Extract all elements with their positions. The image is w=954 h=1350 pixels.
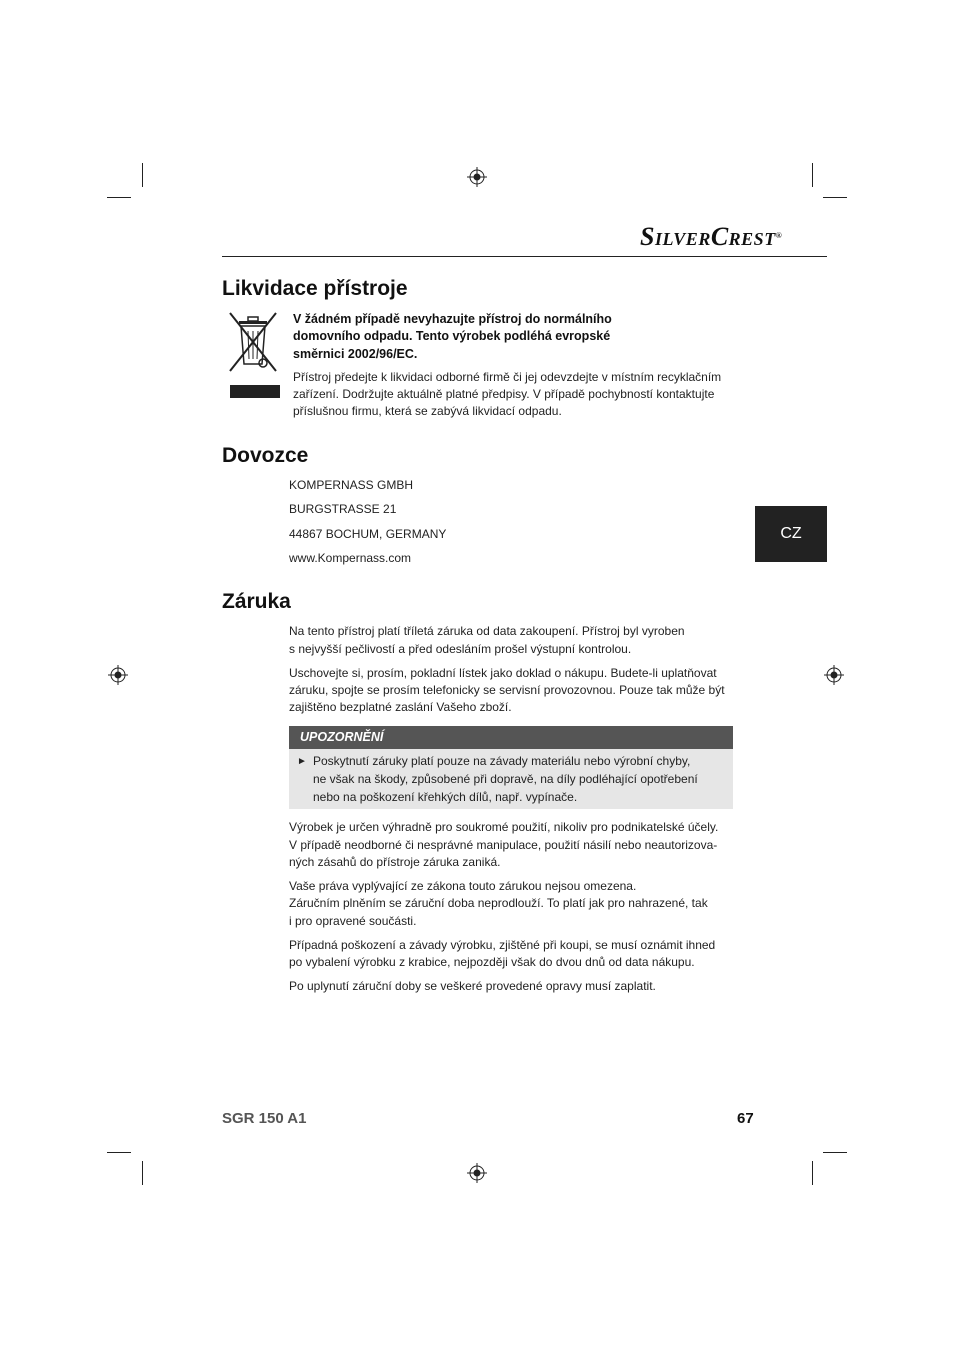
brand-logo: SILVERCREST® xyxy=(640,222,783,251)
registration-mark-icon xyxy=(467,1163,487,1183)
page-number: 67 xyxy=(737,1110,754,1127)
footer-model: SGR 150 A1 xyxy=(222,1110,307,1127)
notice-box xyxy=(289,749,733,809)
disposal-bold-line: V žádném případě nevyhazujte přístroj do normálního xyxy=(293,312,612,326)
warranty-text-line: Po uplynutí záruční doby se veškeré provedené opravy musí zaplatit. xyxy=(289,979,656,993)
importer-website-link[interactable]: www.Kompernass.com xyxy=(289,551,412,565)
crop-mark xyxy=(823,197,847,198)
crop-mark xyxy=(107,197,131,198)
crossed-out-wheelie-bin-icon xyxy=(224,309,282,399)
warranty-text-line: Uschovejte si, prosím, pokladní lístek jako doklad o nákupu. Budete-li uplatňovat xyxy=(289,666,717,680)
warranty-text-line: záruku, spojte se prosím telefonicky se servisní provozovnou. Pouze tak může být xyxy=(289,683,725,697)
crop-mark xyxy=(107,1152,131,1153)
warranty-text-line: s nejvyšší pečlivostí a před odesláním prošel výstupní kontrolou. xyxy=(289,642,632,656)
registration-mark-icon xyxy=(824,665,844,685)
registration-mark-icon xyxy=(108,665,128,685)
notice-line: nebo na poškození křehkých dílů, např. vypínače. xyxy=(313,790,578,804)
warranty-text-line: Vaše práva vyplývající ze zákona touto zárukou nejsou omezena. xyxy=(289,879,637,893)
warranty-text-line: Případná poškození a závady výrobku, zjištěné při koupi, se musí oznámit ihned xyxy=(289,938,716,952)
crop-mark xyxy=(812,163,813,187)
warranty-text-line: Výrobek je určen výhradně pro soukromé použití, nikoliv pro podnikatelské účely. xyxy=(289,820,719,834)
notice-line: ne však na škody, způsobené při dopravě, na díly podléhající opotřebení xyxy=(313,772,698,786)
warranty-text-line: ných zásahů do přístroje záruka zaniká. xyxy=(289,855,501,869)
disposal-text-line: příslušnou firmu, která se zabývá likvidací odpadu. xyxy=(293,404,562,418)
bullet-arrow-icon: ► xyxy=(297,756,307,767)
disposal-bold-line: směrnici 2002/96/EC. xyxy=(293,347,418,361)
language-tab: CZ xyxy=(755,506,827,562)
crop-mark xyxy=(142,1161,143,1185)
section-title-warranty: Záruka xyxy=(222,590,291,613)
warranty-text-line: Záručním plněním se záruční doba neprodlouží. To platí jak pro nahrazené, tak xyxy=(289,896,708,910)
section-title-importer: Dovozce xyxy=(222,444,309,467)
disposal-text-line: zařízení. Dodržujte aktuálně platné předpisy. V případě pochybností kontaktujte xyxy=(293,387,715,401)
warranty-text-line: V případě neodborné či nesprávné manipulace, použití násilí nebo neautorizova- xyxy=(289,838,718,852)
notice-header: UPOZORNĚNÍ xyxy=(289,726,733,749)
warranty-text-line: i pro opravené součásti. xyxy=(289,914,417,928)
warranty-text-line: zajištěno bezplatné zaslání Vašeho zboží. xyxy=(289,700,512,714)
notice-line: Poskytnutí záruky platí pouze na závady materiálu nebo výrobní chyby, xyxy=(313,754,691,768)
warranty-text-line: po vybalení výrobku z krabice, nejpozději však do dvou dnů od data nákupu. xyxy=(289,955,695,969)
section-title-disposal: Likvidace přístroje xyxy=(222,277,408,300)
importer-line: KOMPERNASS GMBH xyxy=(289,478,414,492)
crop-mark xyxy=(142,163,143,187)
warranty-text-line: Na tento přístroj platí tříletá záruka od data zakoupení. Přístroj byl vyroben xyxy=(289,624,685,638)
header-rule xyxy=(222,256,827,257)
importer-line: 44867 BOCHUM, GERMANY xyxy=(289,527,447,541)
disposal-text-line: Přístroj předejte k likvidaci odborné firmě či jej odevzdejte v místním recyklačním xyxy=(293,370,722,384)
disposal-bold-line: domovního odpadu. Tento výrobek podléhá evropské xyxy=(293,329,611,343)
registration-mark-icon xyxy=(467,167,487,187)
crop-mark xyxy=(812,1161,813,1185)
crop-mark xyxy=(823,1152,847,1153)
importer-line: BURGSTRASSE 21 xyxy=(289,502,397,516)
